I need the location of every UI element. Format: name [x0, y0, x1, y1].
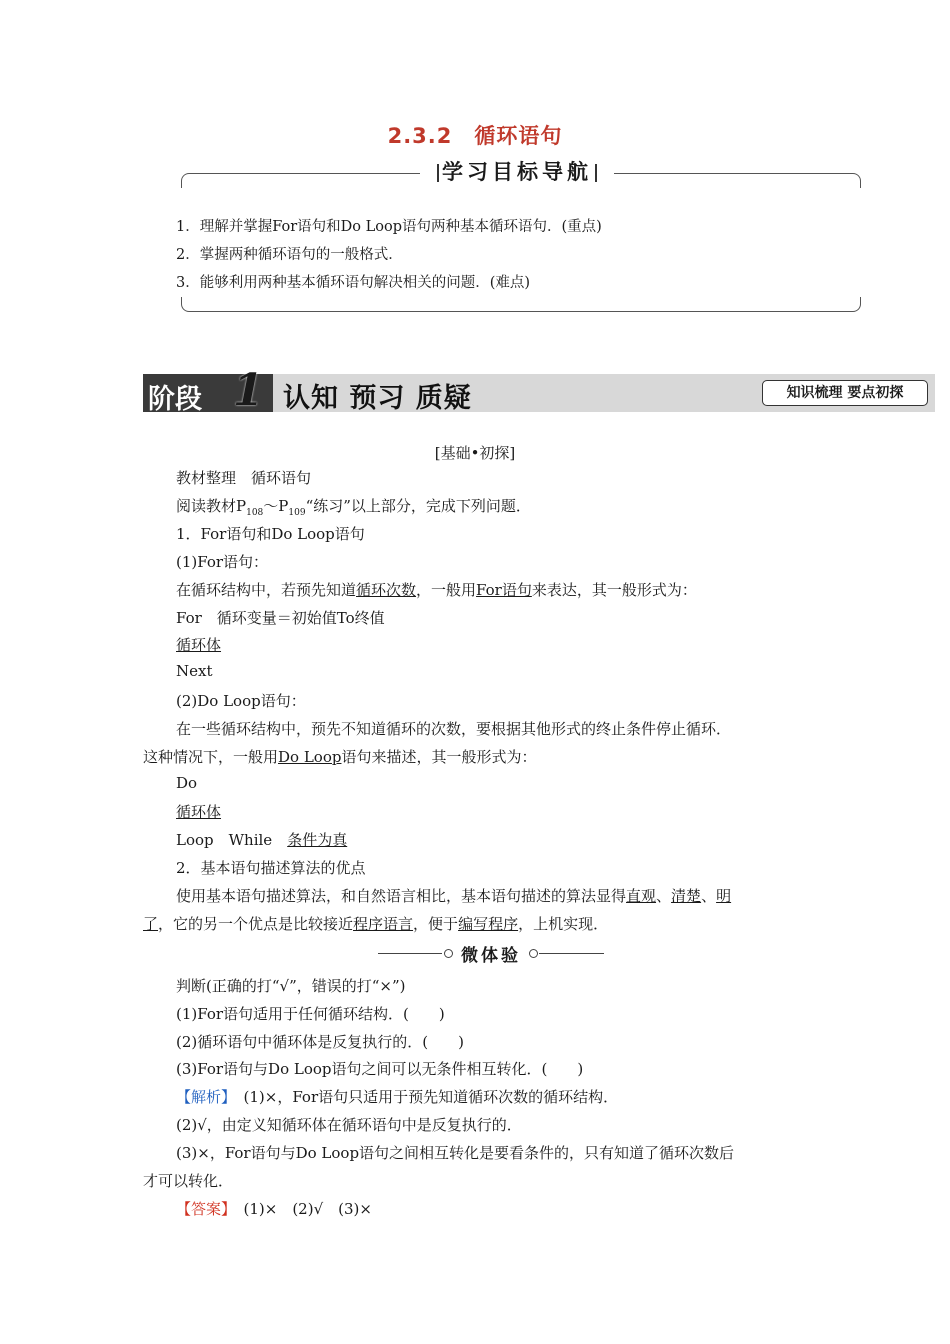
analysis-line-3: (3)×，For语句与Do Loop语句之间相互转化是要看条件的，只有知道了循环次数后 [176, 1144, 735, 1162]
body-line-13: 循环体 [176, 803, 222, 821]
goals-label-text: 学习目标导航 [442, 160, 592, 184]
body-line-5: 在循环结构中，若预先知道循环次数，一般用For语句来表达，其一般形式为： [176, 581, 697, 599]
goal-item-2: 2．掌握两种循环语句的一般格式． [176, 247, 403, 263]
body-line-7: 循环体 [176, 636, 222, 654]
weitiyan-label: 微体验 [461, 946, 521, 966]
question-3: (3)For语句与Do Loop语句之间可以无条件相互转化．( ) [176, 1060, 584, 1078]
body-line-17: 了，它的另一个优点是比较接近程序语言，便于编写程序，上机实现． [143, 915, 609, 933]
body-line-16: 使用基本语句描述算法，和自然语言相比，基本语句描述的算法显得直观、清楚、明 [176, 887, 732, 905]
question-1: (1)For语句适用于任何循环结构．( ) [176, 1005, 445, 1023]
analysis-label: 【解析】 [176, 1088, 229, 1106]
goal-item-3: 3．能够利用两种基本循环语句解决相关的问题．(难点) [176, 275, 531, 291]
answer-line: 【答案】 (1)× (2)√ (3)× [176, 1200, 372, 1218]
body-line-11: 这种情况下，一般用Do Loop语句来描述，其一般形式为： [143, 748, 537, 766]
answer-label: 【答案】 [176, 1200, 229, 1218]
goal-item-1: 1．理解并掌握For语句和Do Loop语句两种基本循环语句．(重点) [176, 219, 602, 235]
page-title: 2.3.2 循环语句 [387, 124, 563, 148]
stage-title: 认知 预习 质疑 [283, 383, 472, 414]
body-line-1: 教材整理 循环语句 [176, 469, 312, 487]
question-2: (2)循环语句中循环体是反复执行的．( ) [176, 1033, 464, 1051]
analysis-line-4: 才可以转化． [143, 1172, 234, 1190]
body-line-15: 2．基本语句描述算法的优点 [176, 859, 366, 877]
body-line-4: (1)For语句： [176, 553, 269, 571]
goals-box-bottom [181, 297, 861, 312]
question-intro: 判断(正确的打“√”，错误的打“×”) [176, 977, 406, 995]
stage-number: 1 [233, 365, 264, 416]
body-line-2: 阅读教材$P_{108}\sim P_{109}“$练习”以上部分，完成下列问题． [176, 497, 531, 518]
body-line-8: Next [176, 662, 213, 680]
section-tag: [基础•初探] [434, 444, 516, 462]
body-line-10: 在一些循环结构中，预先不知道循环的次数，要根据其他形式的终止条件停止循环． [176, 720, 732, 738]
analysis-line-1: 【解析】 (1)×，For语句只适用于预先知道循环次数的循环结构． [176, 1088, 619, 1106]
analysis-line-2: (2)√，由定义知循环体在循环语句中是反复执行的． [176, 1116, 522, 1134]
stage-tag: 知识梳理 要点初探 [762, 380, 928, 406]
body-line-3: 1．For语句和Do Loop语句 [176, 525, 365, 543]
goals-label [420, 157, 614, 187]
body-line-12: Do [176, 774, 198, 792]
stage-prefix: 阶段 [148, 384, 202, 415]
body-line-6: For 循环变量＝初始值To终值 [176, 609, 385, 627]
body-line-9: (2)Do Loop语句： [176, 692, 306, 710]
body-line-14: Loop While 条件为真 [176, 831, 348, 849]
weitiyan-header [378, 940, 604, 966]
